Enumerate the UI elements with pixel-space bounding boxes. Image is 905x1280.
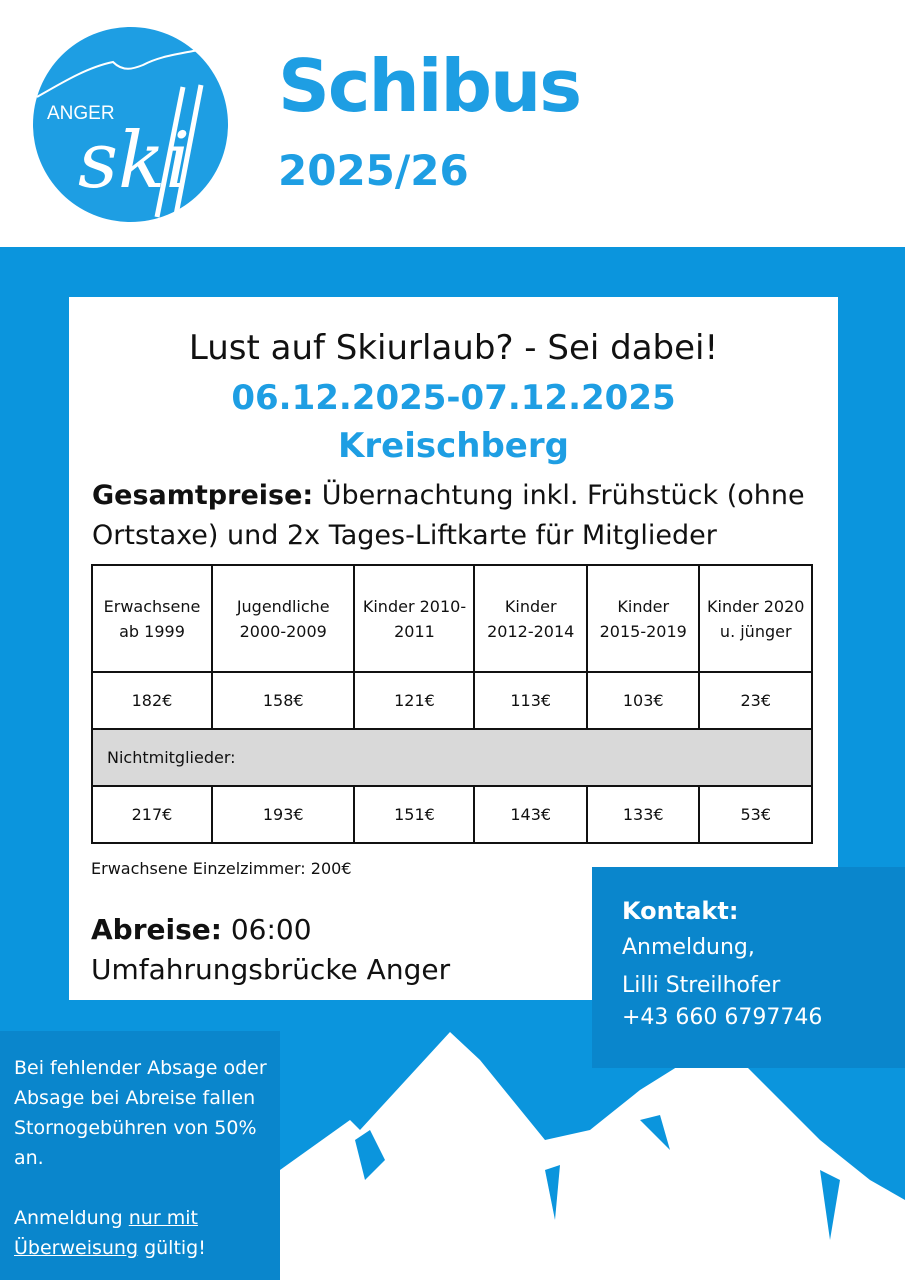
nonmember-price: 151€ <box>354 786 474 843</box>
col-header: Kinder 2010-2011 <box>354 565 474 672</box>
table-header-row <box>92 565 812 672</box>
contact-phone[interactable]: +43 660 6797746 <box>622 1005 823 1030</box>
nonmember-price: 193€ <box>212 786 355 843</box>
logo-anger-text: ANGER <box>47 103 115 124</box>
reg-prefix: Anmeldung <box>14 1207 129 1229</box>
desc-text: Übernachtung inkl. Frühstück (ohne Ortstaxe) und 2x Tages-Liftkarte für Mitglieder <box>92 480 805 551</box>
nonmember-price: 217€ <box>92 786 212 843</box>
nonmember-price: 143€ <box>474 786 587 843</box>
season-label: 2025/26 <box>278 146 469 195</box>
member-price: 103€ <box>587 672 700 729</box>
contact-name: Lilli Streilhofer <box>622 973 781 998</box>
trip-dates: 06.12.2025-07.12.2025 <box>231 378 676 418</box>
tagline: Lust auf Skiurlaub? - Sei dabei! <box>188 328 719 368</box>
member-price: 158€ <box>212 672 355 729</box>
cancellation-note-box <box>0 1031 280 1280</box>
departure-place: Umfahrungsbrücke Anger <box>91 953 451 986</box>
col-header: Kinder 2015-2019 <box>587 565 700 672</box>
nonmember-price: 53€ <box>699 786 812 843</box>
anger-ski-logo <box>33 27 228 222</box>
destination: Kreischberg <box>338 426 569 466</box>
member-price: 121€ <box>354 672 474 729</box>
reg-underlined: nur mit Überweisung <box>14 1207 198 1259</box>
member-price: 23€ <box>699 672 812 729</box>
reg-suffix: gültig! <box>138 1237 206 1259</box>
nonmember-label: Nichtmitglieder: <box>92 729 812 786</box>
col-header: Jugendliche 2000-2009 <box>212 565 355 672</box>
nonmember-label-row <box>92 729 812 786</box>
page-title: Schibus <box>278 44 581 128</box>
member-price: 182€ <box>92 672 212 729</box>
desc-label: Gesamtpreise: <box>92 480 314 511</box>
price-table <box>91 564 813 844</box>
departure-info <box>91 910 450 990</box>
price-description <box>92 476 822 556</box>
cancellation-text: Bei fehlender Absage oder Absage bei Abreise fallen Stornogebühren von 50% an. <box>14 1057 267 1169</box>
table-row <box>92 672 812 729</box>
registration-note <box>14 1203 276 1263</box>
contact-box <box>592 867 905 1068</box>
col-header: Kinder 2012-2014 <box>474 565 587 672</box>
departure-time: 06:00 <box>221 913 312 946</box>
logo-ski-text: ski <box>78 116 191 206</box>
single-room-note: Erwachsene Einzelzimmer: 200€ <box>91 859 352 878</box>
departure-label: Abreise: <box>91 913 222 946</box>
col-header: Kinder 2020 u. jünger <box>699 565 812 672</box>
contact-title: Kontakt: <box>622 897 739 925</box>
table-row <box>92 786 812 843</box>
nonmember-price: 133€ <box>587 786 700 843</box>
col-header: Erwachsene ab 1999 <box>92 565 212 672</box>
member-price: 113€ <box>474 672 587 729</box>
contact-line: Anmeldung, <box>622 935 755 960</box>
